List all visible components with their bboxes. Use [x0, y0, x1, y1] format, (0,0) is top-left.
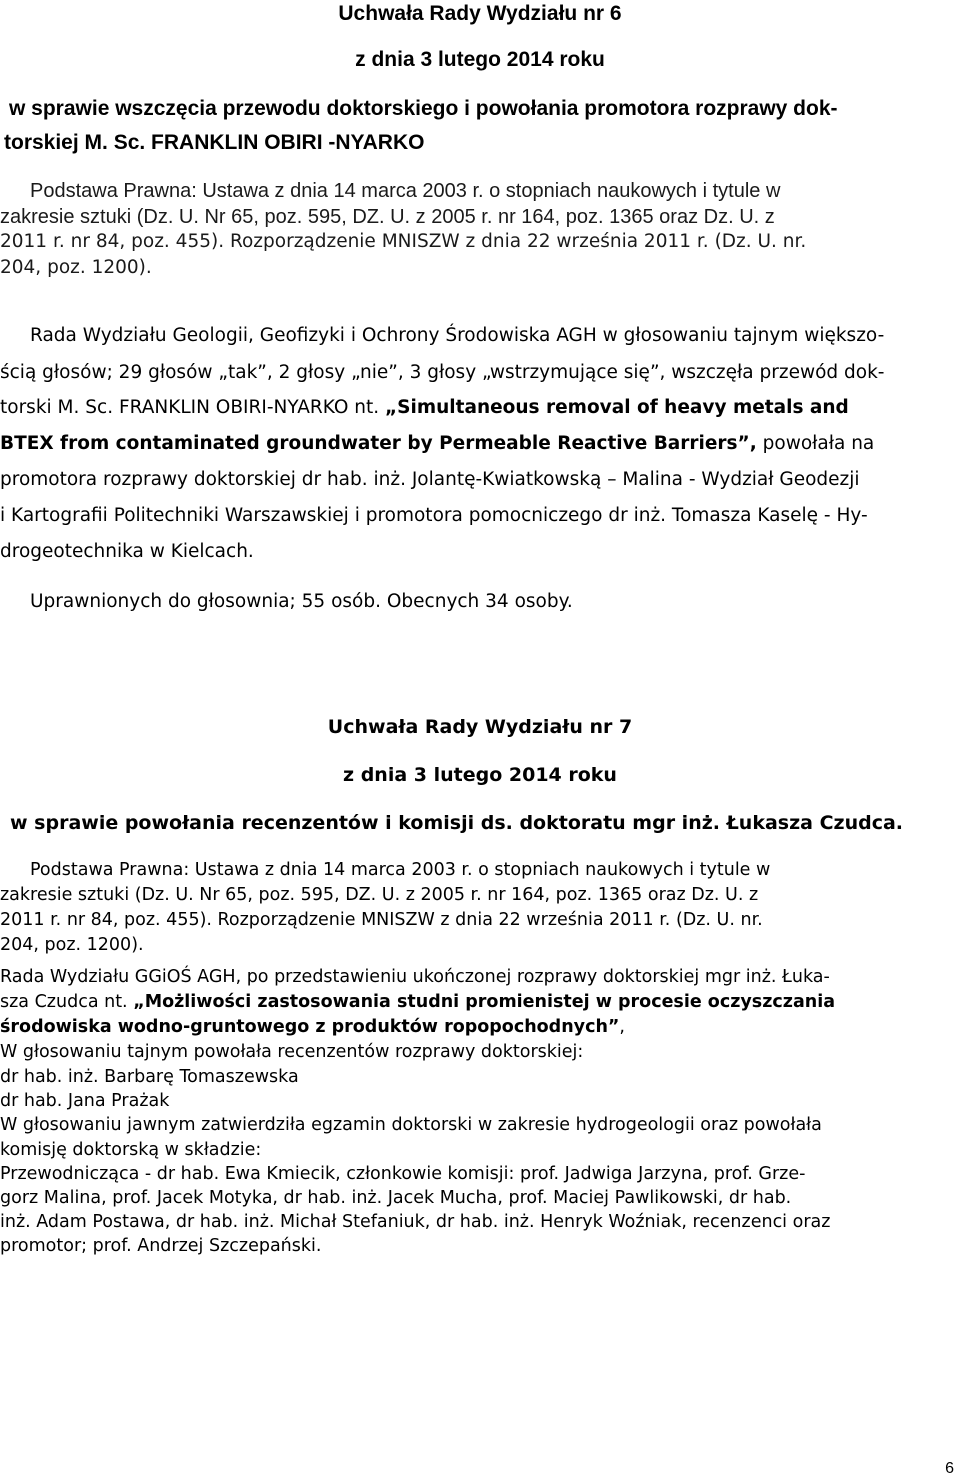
committee-line-1: Przewodnicząca - dr hab. Ewa Kmiecik, członkowie komisji: prof. Jadwiga Jarzyna, prof. Grze- [0, 1164, 806, 1184]
resolution-6-body-line-3 [0, 397, 849, 418]
resolution-7-title: Uchwała Rady Wydziału nr 7 [327, 716, 633, 738]
resolution-6-date: z dnia 3 lutego 2014 roku [355, 48, 605, 71]
resolution-6-subject-line-2: torskiej M. Sc. FRANKLIN OBIRI -NYARKO [4, 131, 425, 154]
resolution-6-title: Uchwała Rady Wydziału nr 6 [338, 2, 622, 25]
resolution-7-legal-basis-line-1: Podstawa Prawna: Ustawa z dnia 14 marca 2003 r. o stopniach naukowych i tytule w [30, 860, 771, 880]
page-number: 6 [945, 1460, 954, 1477]
resolution-7-date: z dnia 3 lutego 2014 roku [343, 764, 617, 786]
resolution-6-body-line-1: Rada Wydziału Geologii, Geofizyki i Ochrony Środowiska AGH w głosowaniu tajnym większo- [30, 325, 885, 346]
resolution-6-body-line-7: drogeotechnika w Kielcach. [0, 541, 254, 562]
resolution-7-body-line-7: W głosowaniu jawnym zatwierdziła egzamin doktorski w zakresie hydrogeologii oraz powołała [0, 1115, 822, 1135]
resolution-7-subject: w sprawie powołania recenzentów i komisji ds. doktoratu mgr inż. Łukasza Czudca. [10, 812, 904, 834]
dissertation-title-part-2: BTEX from contaminated groundwater by Permeable Reactive Barriers”, [0, 433, 757, 454]
resolution-7-legal-basis-line-4: 204, poz. 1200). [0, 935, 144, 955]
resolution-7-legal-basis-line-3: 2011 r. nr 84, poz. 455). Rozporządzenie MNISZW z dnia 22 września 2011 r. (Dz. U. nr. [0, 910, 763, 930]
resolution-6-subject-line-1: w sprawie wszczęcia przewodu doktorskiego i powołania promotora rozprawy dok- [9, 97, 838, 120]
resolution-6-body-line-4 [0, 433, 874, 454]
dissertation-title-7-part-2: środowiska wodno-gruntowego z produktów ropopochodnych” [0, 1017, 620, 1037]
resolution-7-body-line-1: Rada Wydziału GGiOŚ AGH, po przedstawieniu ukończonej rozprawy doktorskiej mgr inż. Łuka- [0, 967, 830, 987]
resolution-7-legal-basis-line-2: zakresie sztuki (Dz. U. Nr 65, poz. 595, DZ. U. z 2005 r. nr 164, poz. 1365 oraz Dz. U. z [0, 885, 759, 905]
resolution-6-legal-basis-line-2: zakresie sztuki (Dz. U. Nr 65, poz. 595, DZ. U. z 2005 r. nr 164, poz. 1365 oraz Dz. U. z [0, 206, 775, 228]
committee-line-3: inż. Adam Postawa, dr hab. inż. Michał Stefaniuk, dr hab. inż. Henryk Woźniak, recenzenci oraz [0, 1212, 831, 1232]
resolution-6-body-line-4-text: powołała na [756, 433, 875, 454]
resolution-6-body-line-6: i Kartografii Politechniki Warszawskiej i promotora pomocniczego dr inż. Tomasza Kaselę - Hy- [0, 505, 868, 526]
resolution-6-legal-basis-line-4: 204, poz. 1200). [0, 257, 152, 278]
resolution-6-body-line-5: promotora rozprawy doktorskiej dr hab. inż. Jolantę-Kwiatkowską – Malina - Wydział Geodezji [0, 469, 860, 490]
resolution-6-body-line-2: ścią głosów; 29 głosów „tak”, 2 głosy „nie”, 3 głosy „wstrzymujące się”, wszczęła przewód dok- [0, 362, 885, 383]
resolution-7-body-line-8: komisję doktorską w składzie: [0, 1140, 262, 1160]
resolution-6-legal-basis-line-1: Podstawa Prawna: Ustawa z dnia 14 marca 2003 r. o stopniach naukowych i tytule w [30, 180, 781, 202]
dissertation-title-part-1: „Simultaneous removal of heavy metals and [385, 397, 849, 418]
resolution-6-body-line-3-text: torski M. Sc. FRANKLIN OBIRI-NYARKO nt. [0, 397, 386, 418]
resolution-7-body-line-4: W głosowaniu tajnym powołała recenzentów rozprawy doktorskiej: [0, 1042, 584, 1062]
resolution-7-body-line-3-text: , [619, 1017, 625, 1037]
resolution-6-voters: Uprawnionych do głosownia; 55 osób. Obecnych 34 osoby. [30, 591, 573, 612]
reviewer-1: dr hab. inż. Barbarę Tomaszewska [0, 1067, 299, 1087]
reviewer-2: dr hab. Jana Prażak [0, 1091, 170, 1111]
committee-line-4: promotor; prof. Andrzej Szczepański. [0, 1236, 322, 1256]
resolution-6-legal-basis-line-3: 2011 r. nr 84, poz. 455). Rozporządzenie MNISZW z dnia 22 września 2011 r. (Dz. U. nr. [0, 231, 807, 252]
dissertation-title-7-part-1: „Możliwości zastosowania studni promienistej w procesie oczyszczania [133, 992, 836, 1012]
resolution-7-body-line-2-text: sza Czudca nt. [0, 992, 134, 1012]
resolution-7-body-line-3 [0, 1017, 625, 1037]
committee-line-2: gorz Malina, prof. Jacek Motyka, dr hab. inż. Jacek Mucha, prof. Maciej Pawlikowski, dr hab. [0, 1188, 792, 1208]
resolution-7-body-line-2 [0, 992, 835, 1012]
